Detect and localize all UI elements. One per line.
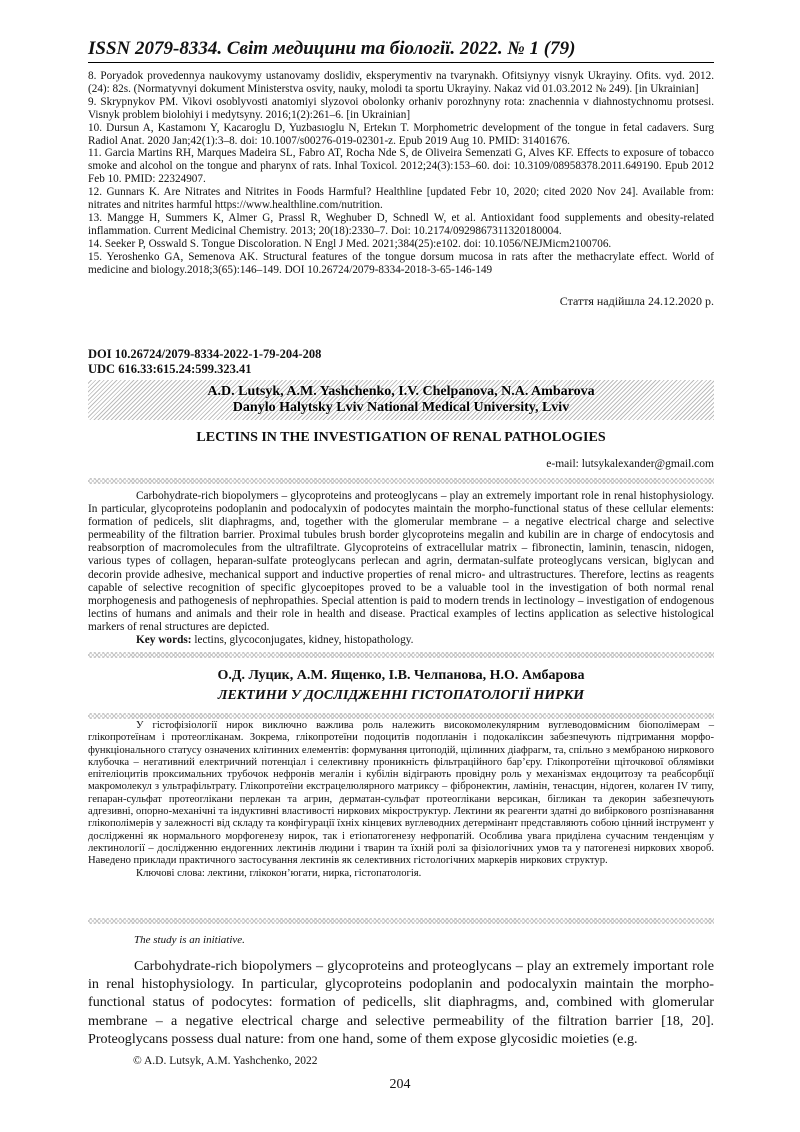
article-title-uk: ЛЕКТИНИ У ДОСЛІДЖЕННІ ГІСТОПАТОЛОГІЇ НИРКИ xyxy=(217,688,585,703)
divider xyxy=(88,478,714,484)
doi-line: DOI 10.26724/2079-8334-2022-1-79-204-208 xyxy=(88,347,322,361)
reference-item: 14. Seeker P, Osswald S. Tongue Discoloration. N Engl J Med. 2021;384(25):e102. doi: 10.1056/NEJMicm2100706. xyxy=(88,237,612,250)
reference-item: 11. Garcia Martins RH, Marques Madeira SL, Fabro AT, Rocha Nde S, de Oliveira Semenzati G, Alves KF. Effects to exposure of tobacco smoke and alcohol on the tongue and pharynx of rats. Inhal Toxicol. 2012;24(3):153–60. doi: 10.3109/08958378.2011.649190. Epub 2012 Feb 10. PMID: 22324907. xyxy=(88,147,714,186)
initiative-note: The study is an initiative. xyxy=(134,934,245,946)
udc-line: UDC 616.33:615.24:599.323.41 xyxy=(88,362,252,376)
page-number: 204 xyxy=(389,1077,411,1092)
reference-item: 15. Yeroshenko GA, Semenova AK. Structural features of the tongue dorsum mucosa in rats after the methacrylate effect. World of medicine and biology.2018;3(65):146–149. DOI 10.26724/2079-8334-2018-3-65-146-149 xyxy=(88,250,714,276)
abstract-en-text: Carbohydrate-rich biopolymers – glycoproteins and proteoglycans – play an extremely important role in renal histophysiology. In particular, glycoproteins podoplanin and podocalyxin of podocytes maintain the morpho-functional status of these cellular elements: formation of pedicels, slit diaphragms, and, together with the glomerular membrane – a negative electrical charge and selective permeability of the filtration barrier. Proximal tubules brush border glycoproteins megalin and kubilin are in charge of endocytosis and reabsorption of macromolecules from the ultrafiltrate. Glycoproteins of extracellular matrix – fibronectin, laminin, tenascin, nidogen, various types of collagen, heparan-sulfate proteoglycans perlecan and agrin, dermatan-sulfate proteoglycans versican, biglycan and decorin provide adhesive, mechanical support and inductive properties of renal micro- and ultrastructures. Therefore, lectins as reagents capable of selective recognition of specific glycoepitopes proved to be a valuable tool in the investigation of both normal renal morphogenesis and pathogenesis of nephropathies. Special attention is paid to modern trends in lectinology – investigation of endogenous lectins of humans and animals and their role in health and disease. Practical examples of lectins application as selective histological markers of renal structures are depicted. xyxy=(88,490,714,633)
abstract-uk-text: У гістофізіології нирок виключно важлива роль належить високомолекулярним вуглеводовмісним біополімерам – глікопротеїнам і протеогліканам. Зокрема, глікопротеїни подоцитів подопланін і подокаліксин забезпечують підтримання морфо-функціонального статусу означених клітинних елементів: формування цитоподій, щілинних діафрагм, та, спільно з мембраною ниркового клубочка – негативний електричний потенціал і селективну проникність фільтраційного бар’єру. Глікопротеїни щіточкової облямівки епітеліоцитів проксимальних трубочок нефронів мегалін і кубілін відіграють провідну роль у механізмах ендоцитозу та реабсорбції макромолекул з ультрафільтрату. Глікопротеїни екстрацелюлярного матриксу – фібронектин, ламінін, тенасцин, нідоген, колаген IV типу, гепаран-сульфат протеоглікани перлекан та агрин, дерматан-сульфат протеоглікани версикан, бігликан та декорин забезпечують адгезивні, опорно-механічні та індуктивні властивості ниркових мікроструктур. Лектини як реагенти здатні до вибіркового розпізнавання глікополімерів у залежності від складу та конфігурації їхніх кінцевих вуглеводних детермінант представляють собою цінний інструмент у дослідженні як нормального морфогенезу нирок, так і етіопатогенезу нефропатій. Особлива увага приділена сучасним тенденціям у лектинології – дослідженню ендогенних лектинів людини і тварин та їхній ролі за фізіологічних умов та у патогенезі ниркових хвороб. Наведено приклади практичного застосування лектинів як селективних гістологічних маркерів ниркових структур. xyxy=(88,720,714,867)
abstract-uk xyxy=(88,720,714,880)
received-date: Стаття надійшла 24.12.2020 р. xyxy=(559,294,714,308)
reference-item: 13. Mangge H, Summers K, Almer G, Prassl R, Weghuber D, Schnedl W, et al. Antioxidant food supplements and obesity-related inflammation. Current Medicinal Chemistry. 2013; 20(18):2330–7. Doi: 10.2174/0929867311320180004. xyxy=(88,211,714,237)
reference-item: 8. Poryadok provedennya naukovymy ustanovamy doslidiv, eksperymentiv na tvarynakh. Ofitsiynyy visnyk Ukrayiny. Ofits. vyd. 2012. (24): 82s. (Normatyvnyi dokument Ministerstva osvity, nauky, molodi ta sportu Ukrayiny. Nakaz vid 01.03.2012 № 249). [in Ukrainian] xyxy=(88,70,714,95)
keywords-label: Key words: xyxy=(136,634,192,647)
divider xyxy=(88,652,714,658)
affiliation: Danylo Halytsky Lviv National Medical University, Lviv xyxy=(232,400,570,415)
doi-block xyxy=(88,347,321,377)
copyright: © A.D. Lutsyk, A.M. Yashchenko, 2022 xyxy=(133,1055,318,1067)
authors-en: A.D. Lutsyk, A.M. Yashchenko, I.V. Chelpanova, N.A. Ambarova xyxy=(207,384,595,399)
abstract-en xyxy=(88,490,714,647)
article-title-en: LECTINS IN THE INVESTIGATION OF RENAL PATHOLOGIES xyxy=(196,430,606,445)
authors-uk: О.Д. Луцик, А.М. Ященко, І.В. Челпанова, Н.О. Амбарова xyxy=(217,668,585,683)
authors-banner xyxy=(88,380,714,420)
reference-item: 12. Gunnars K. Are Nitrates and Nitrites in Foods Harmful? Healthline [updated Febr 10, 2020; cited 2020 Nov 24]. Available from: nitrates and nitrites harmful https://www.healthline.com/nutrition. xyxy=(88,186,714,212)
keywords-en-text: lectins, glycoconjugates, kidney, histopathology. xyxy=(194,634,414,647)
divider xyxy=(88,713,714,719)
divider xyxy=(88,918,714,924)
email-address[interactable]: e-mail: lutsykalexander@gmail.com xyxy=(546,458,714,470)
journal-header: ISSN 2079-8334. Світ медицини та біології. 2022. № 1 (79) xyxy=(88,38,576,59)
reference-item: 10. Dursun A, Kastamonı Y, Kacaroglu D, Yuzbasıoglu N, Ertekın T. Morphometric development of the tongue in fetal cadavers. Surg Radiol Anat. 2020 Jan;42(1):3–8. doi: 10.1007/s00276-019-02301-z. Epub 2019 Aug 10. PMID: 31401676. xyxy=(88,121,714,147)
body-paragraph: Carbohydrate-rich biopolymers – glycoproteins and proteoglycans – play an extremely important role in renal histophysiology. In particular, glycoproteins podoplanin and podocalyxin maintain the morpho-functional status of podocytes: formation of pedicells, slit diaphragms, and, combined with glomerular membrane – a negative electrical charge and selective permeability of the filtration barrier [18, 20]. Proteoglycans possess dual nature: from one hand, some of them expose glycosidic moieties (e.g. xyxy=(88,958,714,1047)
reference-item: 9. Skrypnykov PM. Vikovi osoblyvosti anatomiyi slyzovoi obolonky orhaniv porozhnyny rota: znachennia v diahnostychnomu protsesi. Visnyk problem biolohiyi i medytsyny. 2016;1(2):261–6. [in Ukrainian] xyxy=(88,95,714,121)
reference-list xyxy=(88,70,714,277)
keywords-uk: Ключові слова: лектини, глікокон’югати, нирка, гістопатологія. xyxy=(136,867,422,879)
body-text xyxy=(88,957,714,1048)
keywords-en xyxy=(88,634,714,647)
header-rule xyxy=(88,62,714,63)
